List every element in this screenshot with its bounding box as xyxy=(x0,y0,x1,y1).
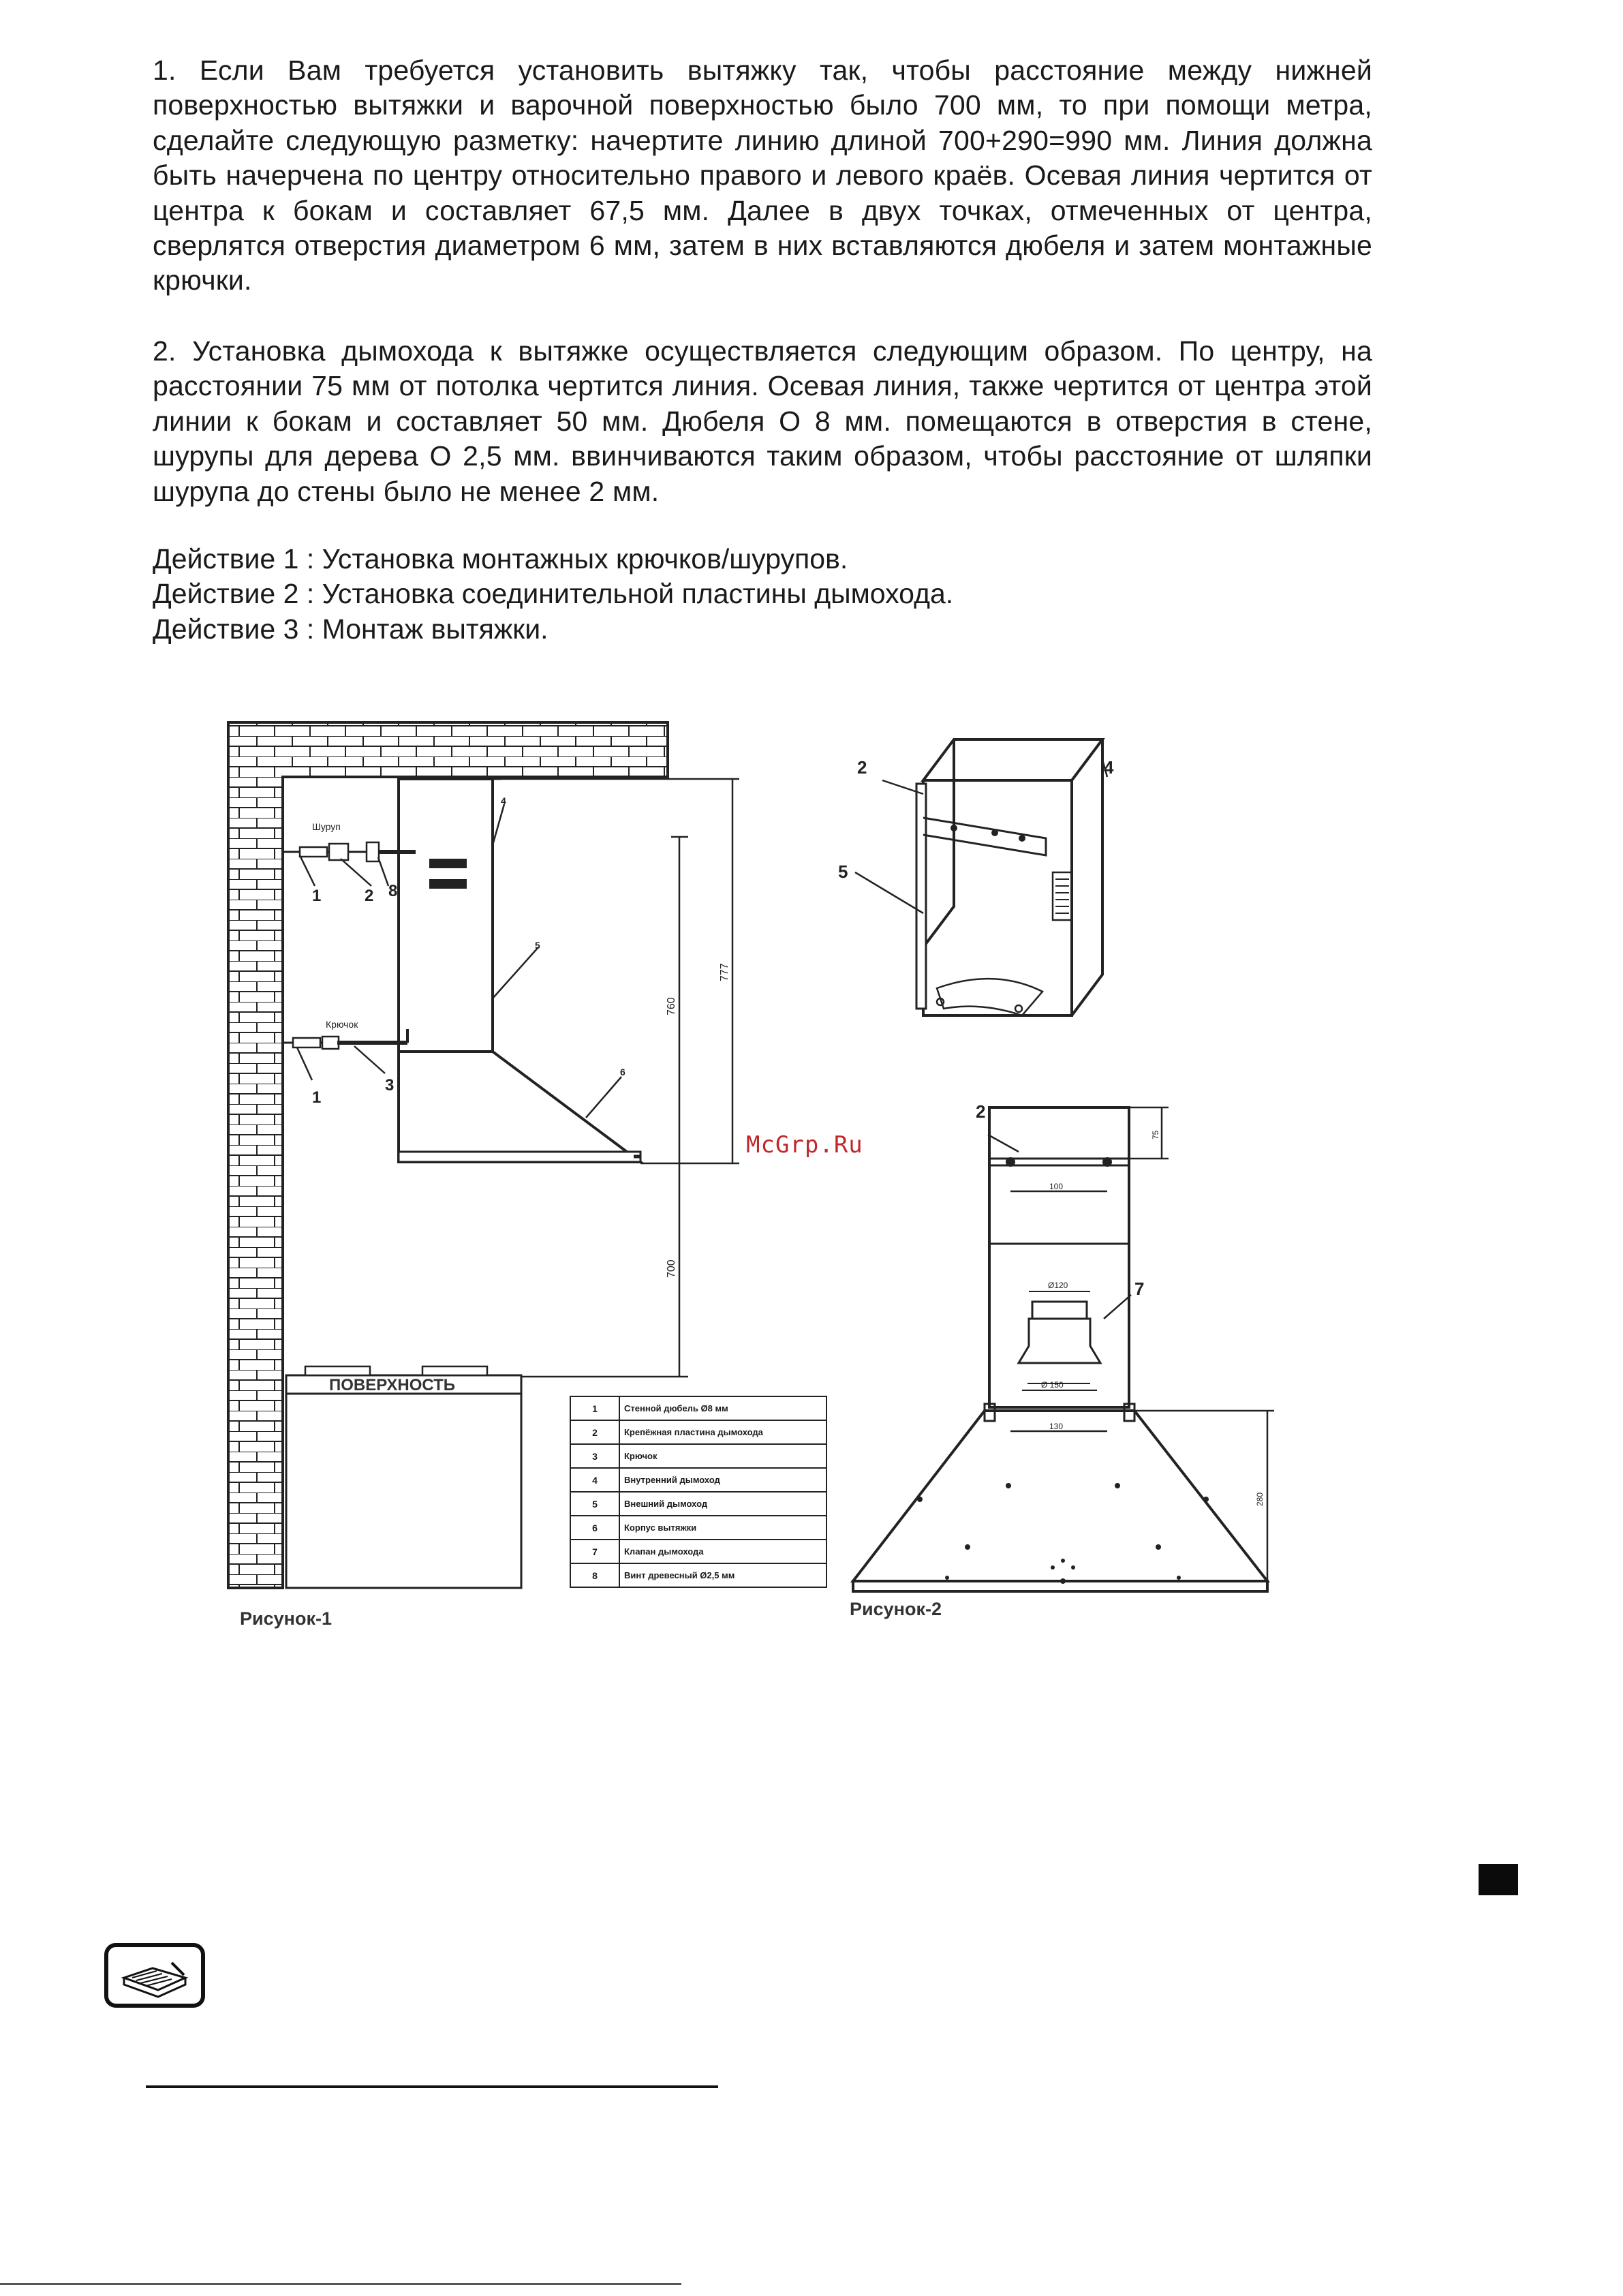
paragraph-2-text: 2. Установка дымохода к вытяжке осуществляется следующим образом. По центру, на расстоянии 75 мм от потолка чертится линия. Осевая линия, также чертится от центра этой линии к бокам и составляет 50 мм. Дюбеля О 8 мм. помещаются в отверстия в стене, шурупы для дерева О 2,5 мм. ввинчиваются таким образом, чтобы расстояние от шляпки шурупа до стены было не менее 2 мм. xyxy=(153,335,1372,507)
f1-callout-3: 3 xyxy=(385,1076,395,1095)
dim-760: 760 xyxy=(666,997,677,1015)
legend-table xyxy=(570,1396,827,1588)
legend-label: Крючок xyxy=(619,1444,826,1468)
legend-number: 7 xyxy=(570,1540,619,1563)
f2-dim-d150: Ø 150 xyxy=(1041,1380,1064,1390)
legend-label: Корпус вытяжки xyxy=(619,1516,826,1540)
legend-label: Крепёжная пластина дымохода xyxy=(619,1420,826,1444)
legend-row xyxy=(570,1516,826,1540)
f1-callout-8: 8 xyxy=(388,882,398,900)
legend-label: Стенной дюбель Ø8 мм xyxy=(619,1396,826,1420)
legend-row xyxy=(570,1540,826,1563)
surface-label: ПОВЕРХНОСТЬ xyxy=(329,1376,456,1394)
f2-callout-7: 7 xyxy=(1134,1279,1145,1299)
page-bottom-rule xyxy=(0,2283,681,2285)
legend-row xyxy=(570,1420,826,1444)
legend-row xyxy=(570,1563,826,1587)
f2-dim-100: 100 xyxy=(1049,1182,1064,1191)
figure-1-caption: Рисунок-1 xyxy=(240,1608,332,1629)
footnote-divider xyxy=(146,2085,718,2088)
legend-row xyxy=(570,1444,826,1468)
note-book-icon xyxy=(104,1942,206,2008)
action-1: Действие 1 : Установка монтажных крючков/шурупов. xyxy=(153,543,848,575)
f1-callout-2: 2 xyxy=(365,887,374,905)
legend-number: 6 xyxy=(570,1516,619,1540)
f2-dim-130: 130 xyxy=(1049,1422,1064,1431)
f2-callout-4: 4 xyxy=(1104,757,1114,778)
figure-2-front-view xyxy=(853,1107,1274,1591)
f2-dim-280: 280 xyxy=(1255,1492,1265,1506)
legend-number: 5 xyxy=(570,1492,619,1516)
f2-dim-75: 75 xyxy=(1151,1130,1160,1139)
watermark: McGrp.Ru xyxy=(746,1131,863,1159)
action-2: Действие 2 : Установка соединительной пластины дымохода. xyxy=(153,578,954,610)
hook-assembly xyxy=(283,1029,407,1049)
figure-2-chimney-iso xyxy=(855,739,1107,1015)
chimney-outer xyxy=(399,779,493,1052)
dim-700: 700 xyxy=(666,1259,677,1278)
legend-number: 1 xyxy=(570,1396,619,1420)
f1-callout-4: 4 xyxy=(501,795,506,806)
f1-callout-1a: 1 xyxy=(312,887,322,905)
f1-callout-1b: 1 xyxy=(312,1088,322,1107)
hood-screw-holes xyxy=(917,1483,1209,1584)
legend-number: 4 xyxy=(570,1468,619,1492)
legend-number: 2 xyxy=(570,1420,619,1444)
hood-body xyxy=(399,1052,640,1162)
screw-label: Шуруп xyxy=(312,821,341,832)
f1-callout-5: 5 xyxy=(535,940,540,951)
legend-label: Внутренний дымоход xyxy=(619,1468,826,1492)
legend-label: Внешний дымоход xyxy=(619,1492,826,1516)
legend-number: 3 xyxy=(570,1444,619,1468)
paragraph-1-text: 1. Если Вам требуется установить вытяжку так, чтобы расстояние между нижней поверхностью вытяжки и варочной поверхностью было 700 мм, то при помощи метра, сделайте следующую разметку: начертите линию длиной 700+290=990 мм. Линия должна быть начерчена по центру относительно правого и левого краёв. Осевая линия чертится от центра к бокам и составляет 67,5 мм. Далее в двух точках, отмеченных от центра, сверлятся отверстия диаметром 6 мм, затем в них вставляются дюбеля и затем монтажные крючки. xyxy=(153,55,1372,296)
legend-label: Винт древесный Ø2,5 мм xyxy=(619,1563,826,1587)
f2-callout-2b: 2 xyxy=(976,1101,986,1122)
screw-assembly xyxy=(283,842,416,861)
cooking-surface xyxy=(286,1366,521,1588)
f2-dim-d120: Ø120 xyxy=(1048,1281,1068,1290)
dim-777: 777 xyxy=(719,963,730,981)
legend-row xyxy=(570,1468,826,1492)
action-3: Действие 3 : Монтаж вытяжки. xyxy=(153,613,548,645)
legend-row xyxy=(570,1396,826,1420)
f2-callout-5: 5 xyxy=(838,861,848,882)
figure-2-caption: Рисунок-2 xyxy=(850,1599,942,1619)
dimension-lines xyxy=(286,779,739,1377)
hook-label: Крючок xyxy=(326,1019,358,1030)
f2-callout-2a: 2 xyxy=(857,757,867,778)
language-tab-marker xyxy=(1479,1864,1518,1895)
legend-number: 8 xyxy=(570,1563,619,1587)
legend-row xyxy=(570,1492,826,1516)
f1-callout-6: 6 xyxy=(620,1067,625,1077)
legend-label: Клапан дымохода xyxy=(619,1540,826,1563)
